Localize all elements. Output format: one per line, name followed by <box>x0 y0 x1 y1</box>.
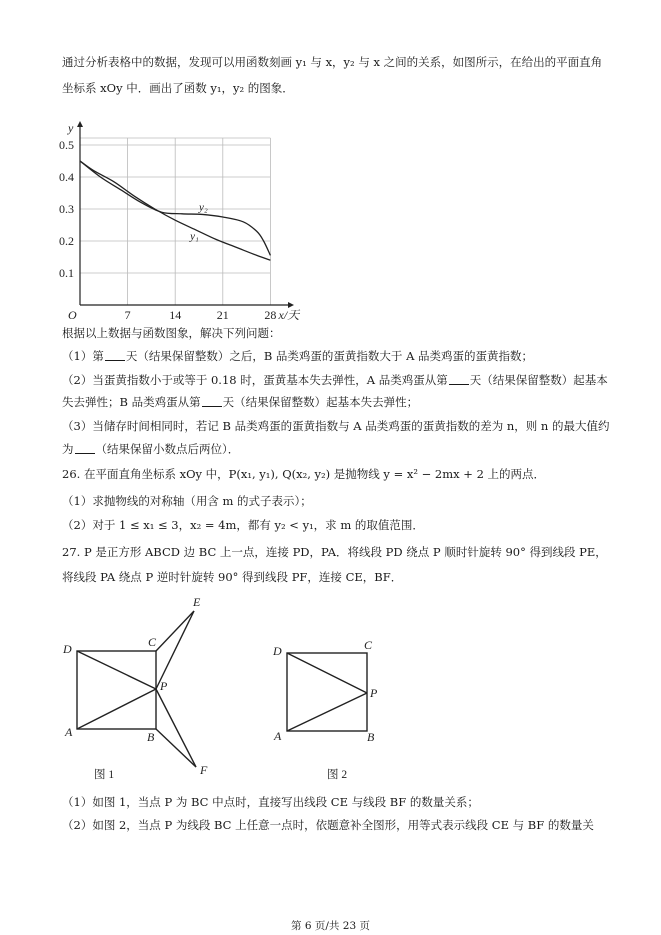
series-label-y1: y₁ <box>190 230 199 243</box>
x-axis-arrow <box>288 302 294 308</box>
segment-pe <box>156 611 194 689</box>
y-tick-label: 0.1 <box>59 266 74 280</box>
label-d: D <box>63 642 72 656</box>
label-b-fig2: B <box>367 730 375 744</box>
label-f: F <box>200 763 208 777</box>
segment-ap <box>77 689 156 729</box>
segment-pf <box>156 689 196 767</box>
label-c: C <box>148 635 157 649</box>
y-axis-arrow <box>77 121 83 127</box>
origin-label: O <box>68 308 77 322</box>
q25-part-2-cont: 失去弹性；B 品类鸡蛋从第 天（结果保留整数）起基本失去弹性； <box>62 395 419 409</box>
intro-line-2: 坐标系 xOy 中．画出了函数 y₁，y₂ 的图象． <box>62 81 294 95</box>
segment-dp-fig2 <box>287 653 367 693</box>
q25-part-2: （2）当蛋黄指数小于或等于 0.18 时，蛋黄基本失去弹性，A 品类鸡蛋从第 天（结果保留整数）起基本 <box>62 373 608 387</box>
answer-blank[interactable] <box>105 350 125 361</box>
q25-part-3-cont: 为 （结果保留小数点后两位）． <box>62 442 240 456</box>
q27-part-1: （1）如图 1，当点 P 为 BC 中点时，直接写出线段 CE 与线段 BF 的数量关系； <box>62 795 479 809</box>
figure-1-caption: 图 1 <box>94 769 115 781</box>
series-label-y2: y₂ <box>199 201 208 214</box>
figure-2-caption: 图 2 <box>327 769 348 781</box>
label-c-fig2: C <box>364 638 373 652</box>
q27-stem-2: 将线段 PA 绕点 P 逆时针旋转 90° 得到线段 PF，连接 CE，BF． <box>62 570 403 584</box>
intro-line-1: 通过分析表格中的数据，发现可以用函数刻画 y₁ 与 x，y₂ 与 x 之间的关系，如图所示，在给出的平面直角 <box>62 55 603 69</box>
x-tick-label: 28 <box>264 308 277 322</box>
page-footer: 第 6 页/共 23 页 <box>291 920 370 932</box>
q26-part-1: （1）求抛物线的对称轴（用含 m 的式子表示）； <box>62 494 312 508</box>
label-a-fig2: A <box>274 729 282 743</box>
segment-ce <box>156 611 194 651</box>
label-b: B <box>147 730 155 744</box>
segment-dp <box>77 651 156 689</box>
x-axis-label: x/天 <box>278 308 300 322</box>
y-tick-label: 0.2 <box>59 234 74 248</box>
after-chart-text: 根据以上数据与函数图象，解决下列问题： <box>62 326 281 340</box>
series-line-1 <box>80 161 270 260</box>
label-p-fig2: P <box>370 686 378 700</box>
segment-ap-fig2 <box>287 693 367 731</box>
label-d-fig2: D <box>273 644 282 658</box>
q26-part-2: （2）对于 1 ≤ x₁ ≤ 3，x₂ = 4m，都有 y₂ < y₁，求 m 的取值范围． <box>62 518 424 532</box>
answer-blank[interactable] <box>202 396 222 407</box>
label-a: A <box>65 725 73 739</box>
q26-stem: 26. 在平面直角坐标系 xOy 中，P(x₁, y₁), Q(x₂, y₂) 是抛物线 y = x² − 2mx + 2 上的两点． <box>62 467 546 481</box>
answer-blank[interactable] <box>449 374 469 385</box>
x-tick-label: 21 <box>216 308 229 322</box>
square-abcd-fig1 <box>77 651 156 729</box>
segment-bf <box>156 729 196 767</box>
y-tick-label: 0.3 <box>59 202 74 216</box>
label-e: E <box>193 595 201 609</box>
q27-stem-1: 27. P 是正方形 ABCD 边 BC 上一点，连接 PD，PA．将线段 PD 绕点 P 顺时针旋转 90° 得到线段 PE， <box>62 545 607 559</box>
q25-part-1: （1）第 天（结果保留整数）之后，B 品类鸡蛋的蛋黄指数大于 A 品类鸡蛋的蛋黄指数； <box>62 349 534 363</box>
series-line-2 <box>80 161 270 255</box>
q25-part-3: （3）当储存时间相同时，若记 B 品类鸡蛋的蛋黄指数与 A 品类鸡蛋的蛋黄指数的差为 n，则 n 的最大值约 <box>62 419 610 433</box>
y-axis-label: y <box>68 121 74 135</box>
label-p: P <box>160 679 168 693</box>
y-tick-label: 0.4 <box>59 170 74 184</box>
answer-blank[interactable] <box>75 443 95 454</box>
q27-part-2: （2）如图 2，当点 P 为线段 BC 上任意一点时，依题意补全图形，用等式表示线段 CE 与 BF 的数量关 <box>62 818 594 832</box>
y-tick-label: 0.5 <box>59 138 74 152</box>
x-tick-label: 14 <box>169 308 182 322</box>
x-tick-label: 7 <box>124 308 131 322</box>
square-abcd-fig2 <box>287 653 367 731</box>
